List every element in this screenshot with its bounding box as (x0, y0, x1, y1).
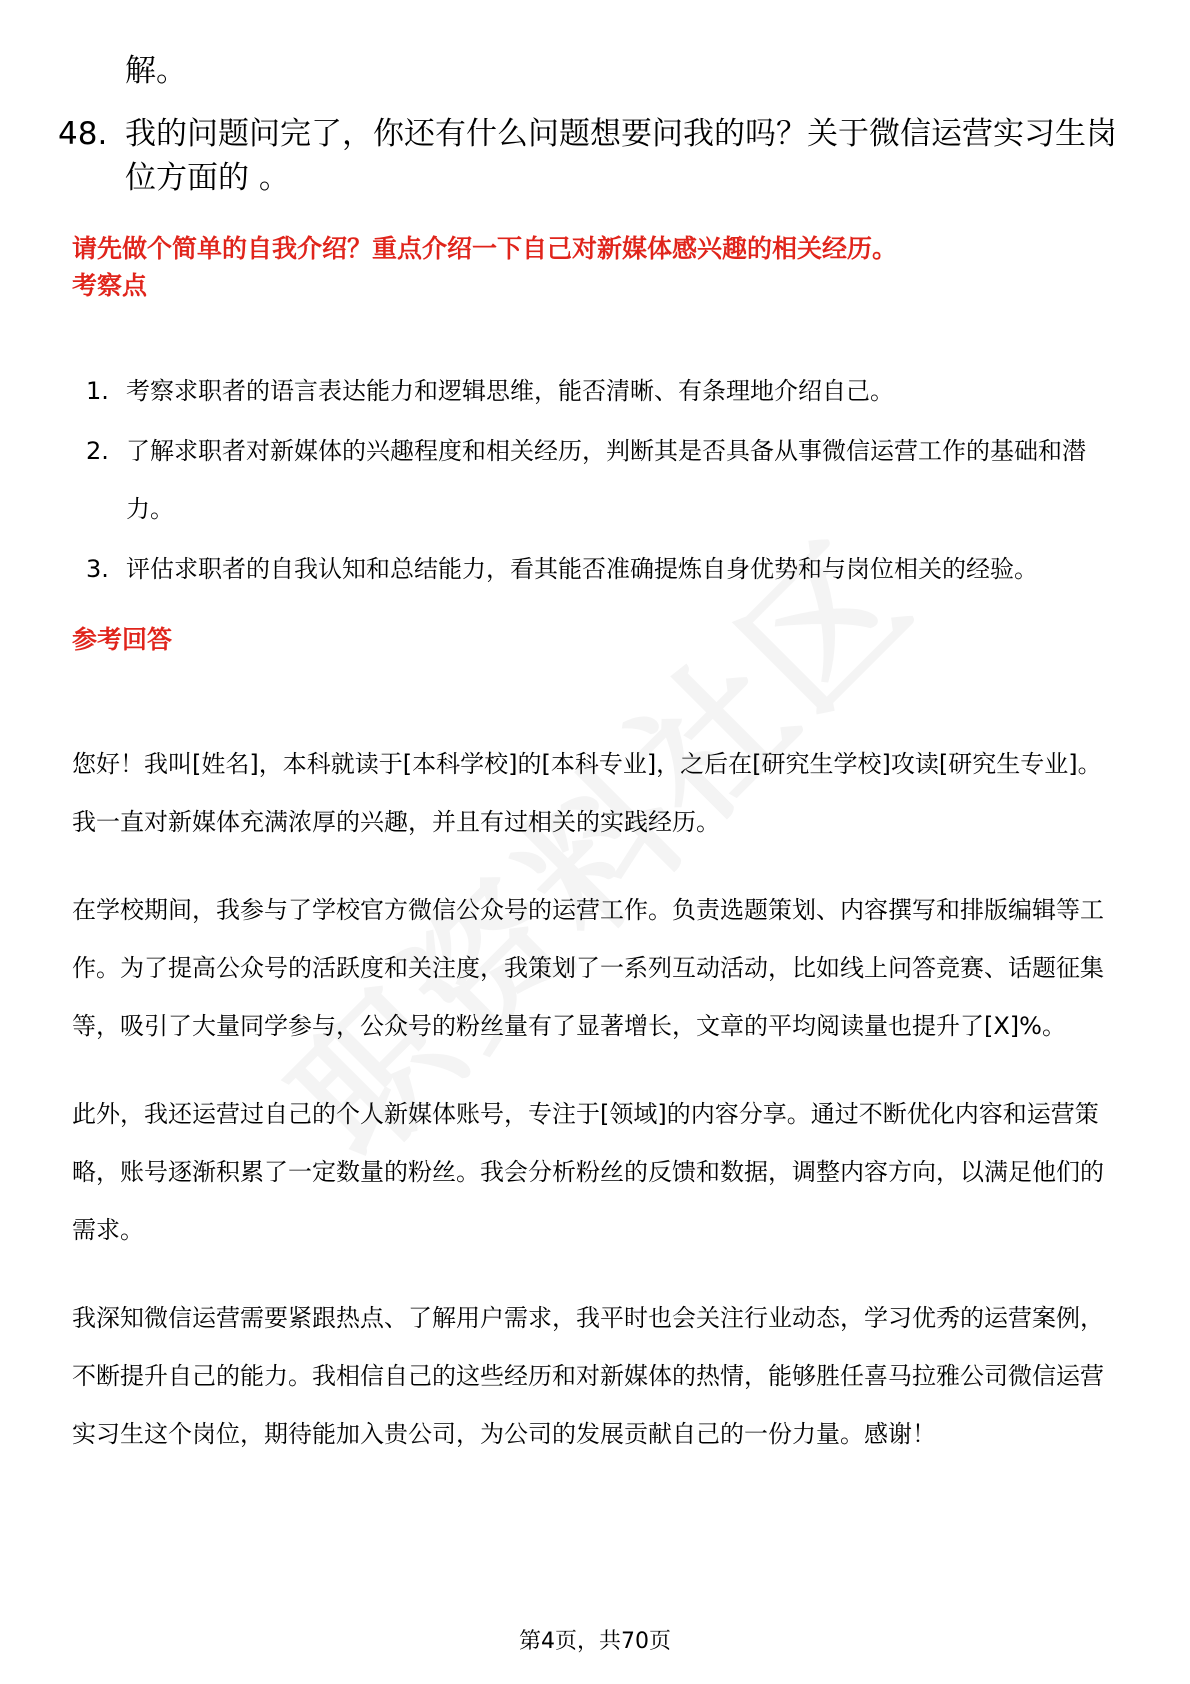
list-item-number: 1. (86, 377, 109, 405)
list-item-text: 评估求职者的自我认知和总结能力，看其能否准确提炼自身优势和与岗位相关的经验。 (126, 555, 1038, 583)
list-item-number: 3. (86, 555, 109, 583)
list-item-text: 考察求职者的语言表达能力和逻辑思维，能否清晰、有条理地介绍自己。 (126, 377, 894, 405)
answer-paragraph: 此外，我还运营过自己的个人新媒体账号，专注于[领域]的内容分享。通过不断优化内容和运营策略，账号逐渐积累了一定数量的粉丝。我会分析粉丝的反馈和数据，调整内容方向，以满足他们的需求。 (72, 1100, 1104, 1244)
answer-paragraph: 您好！我叫[姓名]，本科就读于[本科学校]的[本科专业]，之后在[研究生学校]攻读[研究生专业]。我一直对新媒体充满浓厚的兴趣，并且有过相关的实践经历。 (72, 750, 1102, 836)
list-item (86, 540, 1126, 598)
continuation-text: 解。 (125, 53, 187, 89)
points-list (86, 362, 1126, 600)
page-footer: 第4页，共70页 (519, 1629, 671, 1654)
list-item (86, 362, 1126, 420)
answer-body (72, 735, 1118, 1493)
section-title-answer: 参考回答 (72, 625, 173, 654)
section-title-points: 考察点 (72, 271, 148, 300)
list-item (86, 422, 1126, 538)
answer-paragraph: 我深知微信运营需要紧跟热点、了解用户需求，我平时也会关注行业动态，学习优秀的运营案例，不断提升自己的能力。我相信自己的这些经历和对新媒体的热情，能够胜任喜马拉雅公司微信运营实习生这个岗位，期待能加入贵公司，为公司的发展贡献自己的一份力量。感谢！ (72, 1304, 1104, 1448)
question-text: 我的问题问完了，你还有什么问题想要问我的吗？关于微信运营实习生岗位方面的 。 (125, 116, 1117, 196)
question-number: 48. (58, 116, 108, 152)
answer-paragraph: 在学校期间，我参与了学校官方微信公众号的运营工作。负责选题策划、内容撰写和排版编辑等工作。为了提高公众号的活跃度和关注度，我策划了一系列互动活动，比如线上问答竞赛、话题征集等，吸引了大量同学参与，公众号的粉丝量有了显著增长，文章的平均阅读量也提升了[X]%。 (72, 896, 1104, 1040)
interview-question: 请先做个简单的自我介绍？重点介绍一下自己对新媒体感兴趣的相关经历。 (72, 234, 898, 263)
question-48 (58, 112, 1118, 200)
list-item-text: 了解求职者对新媒体的兴趣程度和相关经历，判断其是否具备从事微信运营工作的基础和潜力。 (126, 437, 1086, 523)
list-item-number: 2. (86, 437, 109, 465)
